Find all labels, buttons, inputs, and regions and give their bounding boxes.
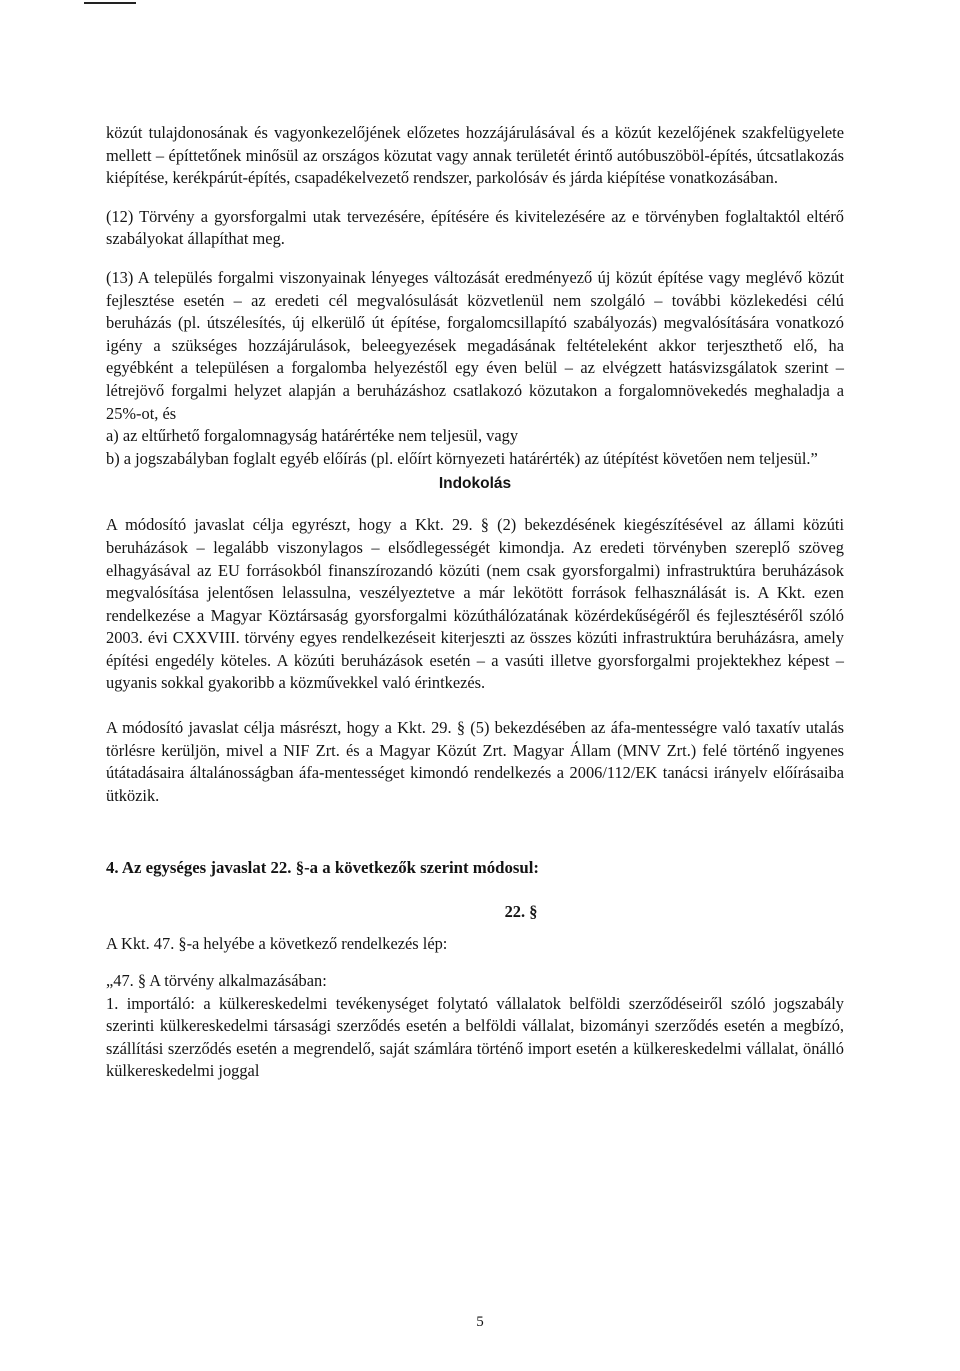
indokolas-heading: Indokolás	[438, 475, 512, 493]
justification-paragraph-1: A módosító javaslat célja egyrészt, hogy a Kkt. 29. § (2) bekezdésének kiegészítésével az állami közúti beruházások – legalább viszonylagos – elsődlegességét kimondja. Az eredeti törvényben szereplő szöveg elhagyásával az EU forrásokból finanszírozandó közúti (nem csak gyorsforgalmi) infrastruktúra beruházások megvalósítása jelentősen lelassulna, veszélyeztetve a már lekötött források felhasználását is. A Kkt. ezen rendelkezése a Magyar Köztársaság gyorsforgalmi közúthálózatának közérdekűségéről és fejlesztéséről szóló 2003. évi CXXVIII. törvény egyes rendelkezéseit kiterjeszti az összes közúti infrastruktúra beruházásra, amely építési engedély köteles. A közúti beruházások esetén – a vasúti illetve gyorsforgalmi projektekhez képest – ugyanis sokkal gyakoribb a közművekkel való érintkezés.	[106, 515, 844, 693]
page-body	[106, 122, 844, 1083]
paragraph-12: (12) Törvény a gyorsforgalmi utak tervezésére, építésére és kivitelezésére az e törvényben foglaltaktól eltérő szabályokat állapíthat meg.	[106, 206, 844, 249]
justification-paragraph-2: A módosító javaslat célja másrészt, hogy a Kkt. 29. § (5) bekezdésében az áfa-mentességre való taxatív utalás törlésre kerüljön, mivel a NIF Zrt. és a Magyar Közút Zrt. Magyar Állam (MNV Zrt.) felé történő ingyenes útátadásaira általánosságban áfa-mentességet kimondó rendelkezés a 2006/112/EK tanácsi irányelv előírásaiba ütközik.	[106, 718, 844, 805]
replacement-intro: A Kkt. 47. §-a helyébe a következő rendelkezés lép:	[106, 934, 448, 954]
amendment-heading: 4. Az egységes javaslat 22. §-a a következők szerint módosul:	[106, 858, 540, 878]
page-number: 5	[476, 1314, 484, 1330]
section-number: 22. §	[504, 902, 538, 922]
definition-1: 1. importáló: a külkereskedelmi tevékenységet folytató vállalatok belföldi szerződéseiről szóló jogszabály szerinti külkereskedelmi társasági szerződés esetén a belföldi vállalat, bizományi szerződés esetén a megbízó, szállítási szerződés esetén a megrendelő, saját számlára történő import esetén a külkereskedelmi vállalat, önálló külkereskedelmi joggal	[106, 993, 844, 1081]
point-a: a) az eltűrhető forgalomnagyság határértéke nem teljesül, vagy	[106, 426, 519, 446]
top-rule	[84, 2, 136, 4]
paragraph-13: (13) A település forgalmi viszonyainak lényeges változását eredményező új közút építése vagy meglévő közút fejlesztése esetén – az eredeti cél megvalósulását közvetlenül nem szolgáló – további közlekedési célú beruházás (pl. útszélesítés, új elkerülő út építése, forgalomcsillapító szabályozás) megvalósítására vonatkozó igény a szükséges hozzájárulások, beleegyezések megadásának feltételeként akkor terjeszthető elő, ha egyébként a településen a forgalomba helyezéstől egy éven belül – az elvégzett hatásvizsgálatok szerint – létrejövő forgalmi helyzet alapján a beruházáshoz csatlakozó közutakon a forgalomnövekedés meghaladja a 25%-ot, és	[106, 267, 844, 423]
section-47-intro: „47. § A törvény alkalmazásában:	[106, 971, 327, 991]
point-b: b) a jogszabályban foglalt egyéb előírás (pl. előírt környezeti határérték) az útépítést követően nem teljesül.”	[106, 448, 818, 468]
paragraph-continuation: közút tulajdonosának és vagyonkezelőjének előzetes hozzájárulásával és a közút kezelőjének szakfelügyelete mellett – építtetőnek minősül az országos közutat vagy annak területét érintő autóbuszöböl-építés, útcsatlakozás kiépítése, kerékpárút-építés, csapadékelvezető rendszer, parkolósáv és járda kiépítése vonatkozásában.	[106, 123, 844, 188]
